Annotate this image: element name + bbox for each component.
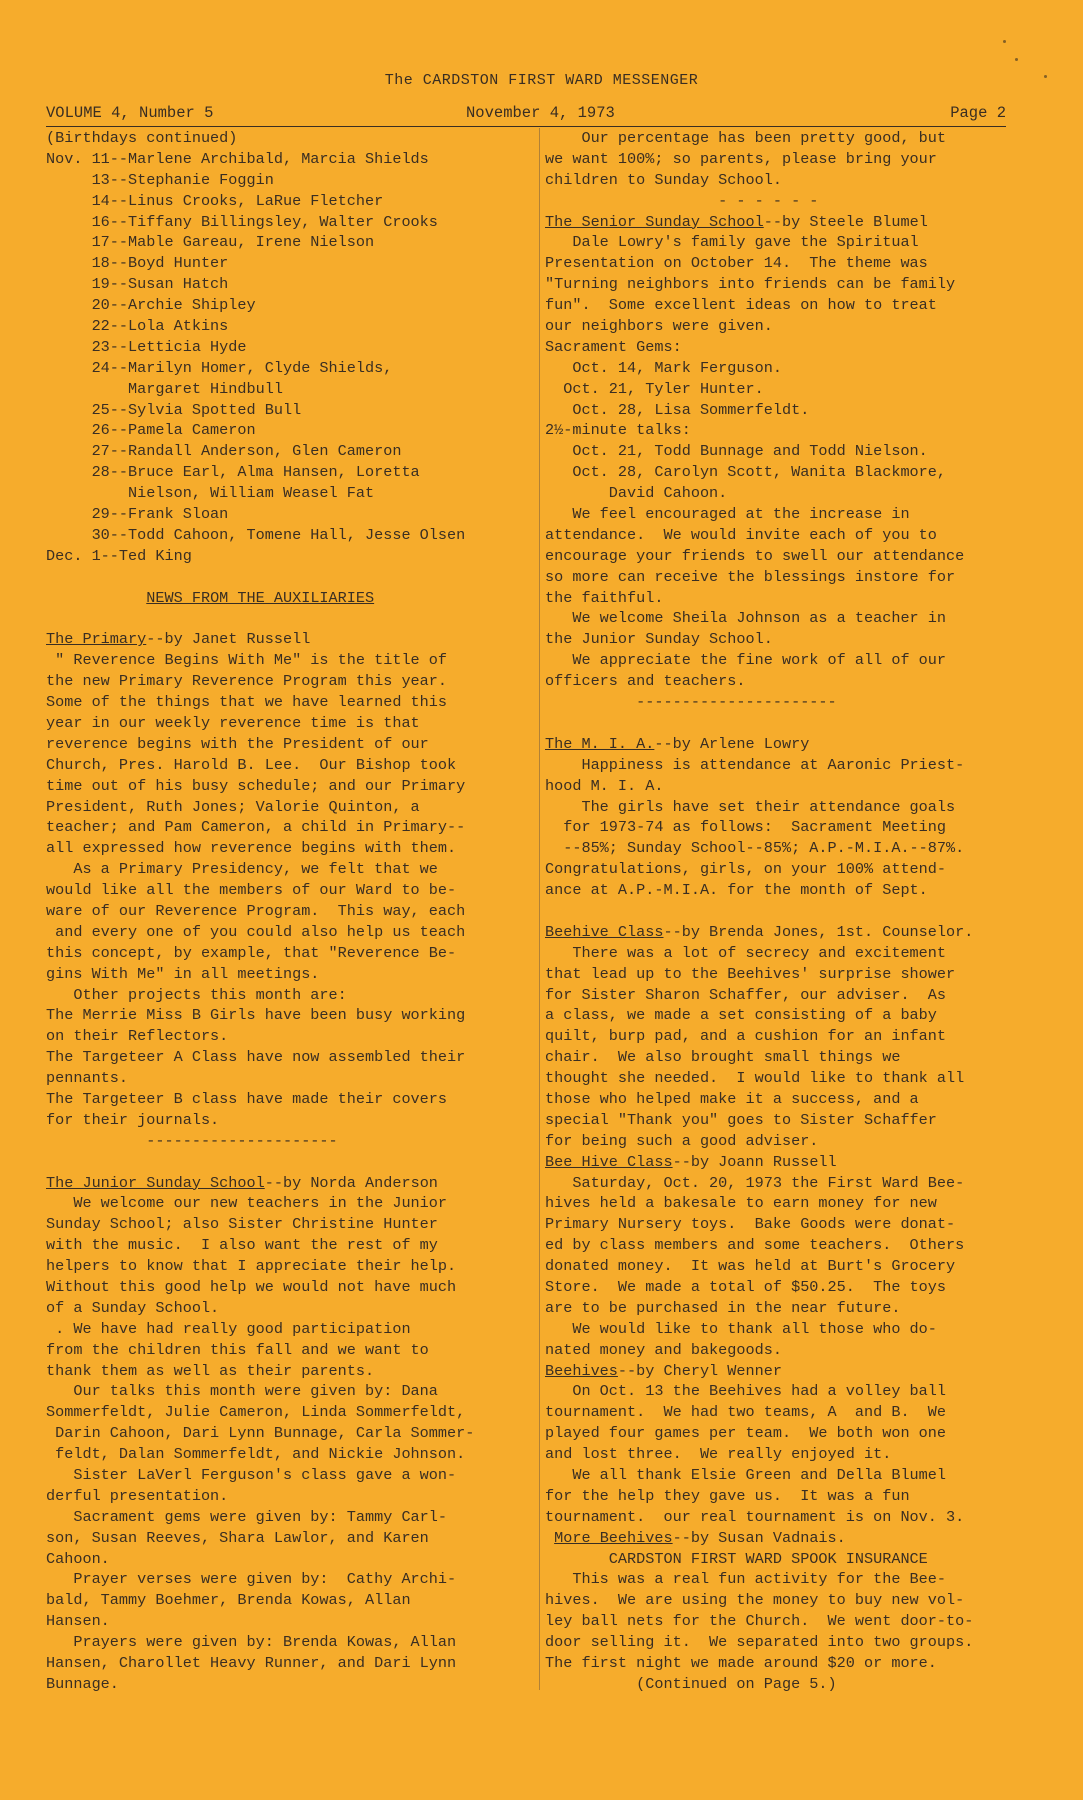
left-column-line: . We have had really good participation [46, 1319, 411, 1338]
left-column-line [46, 608, 536, 629]
right-column-line: Dale Lowry's family gave the Spiritual [545, 233, 919, 252]
right-column-line: for being such a good adviser. [545, 1131, 819, 1150]
right-column-line: --85%; Sunday School--85%; A.P.-M.I.A.--87%. [545, 839, 965, 858]
left-column-line: ware of our Reverence Program. This way, each [46, 901, 466, 920]
right-column-line: Oct. 28, Carolyn Scott, Wanita Blackmore, [545, 463, 947, 482]
left-column-line: from the children this fall and we want to [46, 1340, 429, 1359]
left-column-line: The Targeteer B class have made their covers [46, 1089, 448, 1108]
right-column-line: the faithful. [545, 588, 664, 607]
left-column-line: 14--Linus Crooks, LaRue Fletcher [46, 191, 384, 210]
right-column-line: We all thank Elsie Green and Della Blumel [545, 1466, 947, 1484]
left-column-line: 22--Lola Atkins [46, 317, 229, 336]
right-column-line: thought she needed. I would like to thank all [545, 1069, 965, 1088]
right-column-line [545, 713, 1045, 734]
right-column-line: ---------------------- [545, 693, 837, 712]
right-column-line: donated money. It was held at Burt's Grocery [545, 1257, 956, 1276]
right-column-line: Our percentage has been pretty good, but [545, 129, 947, 147]
left-column-line: 28--Bruce Earl, Alma Hansen, Loretta [46, 463, 420, 482]
left-column-line: Margaret Hindbull [46, 379, 283, 398]
left-column-line: President, Ruth Jones; Valorie Quinton, a [46, 797, 420, 816]
right-column-line: fun". Some excellent ideas on how to treat [545, 296, 937, 315]
right-column-line: ley ball nets for the Church. We went door-to- [545, 1612, 974, 1631]
right-column-line: David Cahoon. [545, 484, 728, 503]
right-column-line: ed by class members and some teachers. Others [545, 1236, 965, 1255]
left-column-line: all expressed how reverence begins with them. [46, 839, 457, 858]
left-column-line: 18--Boyd Hunter [46, 254, 229, 273]
left-column-line: would like all the members of our Ward to be- [46, 881, 457, 900]
column-divider [539, 128, 540, 1690]
left-column-line: Prayer verses were given by: Cathy Archi- [46, 1570, 457, 1589]
section-heading-title: The M. I. A. [545, 734, 655, 753]
right-column-line: our neighbors were given. [545, 317, 773, 336]
right-column-line: those who helped make it a success, and a [545, 1089, 919, 1108]
right-column-line: (Continued on Page 5.) [545, 1674, 837, 1693]
right-column-line: the Junior Sunday School. [545, 630, 773, 649]
left-column-line: Church, Pres. Harold B. Lee. Our Bishop took [46, 755, 457, 774]
left-column-line: Our talks this month were given by: Dana [46, 1382, 438, 1401]
left-column-line: of a Sunday School. [46, 1298, 220, 1317]
right-column-line: encourage your friends to swell our attendance [545, 546, 965, 565]
left-column-line: thank them as well as their parents. [46, 1361, 375, 1380]
right-column-line: hives. We are using the money to buy new vol- [545, 1591, 965, 1610]
right-column-line: a class, we made a set consisting of a baby [545, 1006, 937, 1025]
left-column-line: teacher; and Pam Cameron, a child in Primary-- [46, 818, 466, 837]
left-column-line: 17--Mable Gareau, Irene Nielson [46, 233, 375, 252]
right-column [545, 128, 1045, 1695]
left-column-line: Prayers were given by: Brenda Kowas, Allan [46, 1633, 457, 1652]
page-number: Page 2 [950, 104, 1006, 122]
left-column-line: Sister LaVerl Ferguson's class gave a won- [46, 1466, 457, 1484]
masthead-title: The CARDSTON FIRST WARD MESSENGER [384, 72, 699, 89]
right-column-line: children to Sunday School. [545, 170, 782, 189]
right-column-line: Oct. 21, Todd Bunnage and Todd Nielson. [545, 442, 928, 461]
section-heading: The Junior Sunday School--by Norda Anderson [46, 1173, 438, 1192]
issue-date: November 4, 1973 [466, 104, 615, 122]
left-column-line: 13--Stephanie Foggin [46, 170, 274, 189]
left-column-line: --------------------- [46, 1131, 338, 1150]
section-heading: Bee Hive Class--by Joann Russell [545, 1152, 837, 1171]
right-column-line: "Turning neighbors into friends can be family [545, 275, 956, 294]
right-column-line: for the help they gave us. It was a fun [545, 1486, 910, 1505]
left-column-line: Dec. 1--Ted King [46, 546, 192, 565]
right-column-line: tournament. We had two teams, A and B. We [545, 1403, 947, 1422]
right-column-line: quilt, burp pad, and a cushion for an infant [545, 1027, 947, 1046]
section-heading: More Beehives--by Susan Vadnais. [554, 1528, 846, 1547]
left-column-line: The Targeteer A Class have now assembled their [46, 1048, 466, 1067]
paper-speck [1044, 75, 1047, 78]
section-heading: The M. I. A.--by Arlene Lowry [545, 734, 810, 753]
left-column-line: Bunnage. [46, 1674, 119, 1693]
section-heading: The Senior Sunday School--by Steele Blumel [545, 212, 928, 231]
right-column-line: chair. We also brought small things we [545, 1048, 901, 1067]
right-column-line: tournament. our real tournament is on Nov. 3. [545, 1507, 965, 1526]
right-column-line: On Oct. 13 the Beehives had a volley ball [545, 1382, 947, 1401]
left-column-line: 29--Frank Sloan [46, 505, 229, 524]
section-heading-title: Bee Hive Class [545, 1152, 673, 1171]
left-column-line: Some of the things that we have learned this [46, 693, 448, 712]
right-column-line: We feel encouraged at the increase in [545, 505, 910, 524]
left-column-line: on their Reflectors. [46, 1027, 229, 1046]
right-column-line: so more can receive the blessings instore for [545, 567, 956, 586]
section-heading-title: The Primary [46, 630, 147, 649]
right-column-line: Sacrament Gems: [545, 337, 682, 356]
left-column-line: with the music. I also want the rest of my [46, 1236, 438, 1255]
left-column-line: Nov. 11--Marlene Archibald, Marcia Shields [46, 149, 429, 168]
left-column-line: Hansen, Charollet Heavy Runner, and Dari Lynn [46, 1654, 457, 1673]
left-column-line: pennants. [46, 1069, 129, 1088]
right-column-line: Store. We made a total of $50.25. The toys [545, 1277, 947, 1296]
left-column-line: 27--Randall Anderson, Glen Cameron [46, 442, 402, 461]
left-column-line: 19--Susan Hatch [46, 275, 229, 294]
left-column-line: this concept, by example, that "Reverence Be- [46, 943, 457, 962]
right-column-line: The first night we made around $20 or more. [545, 1654, 937, 1673]
left-column-line: year in our weekly reverence time is that [46, 713, 420, 732]
right-column-line: nated money and bakegoods. [545, 1340, 782, 1359]
right-column-line: and lost three. We really enjoyed it. [545, 1445, 892, 1464]
issue-header-line [46, 104, 1006, 127]
section-heading-title: More Beehives [554, 1528, 673, 1547]
section-heading-title: Beehive Class [545, 922, 664, 941]
right-column-line: Happiness is attendance at Aaronic Priest- [545, 755, 965, 774]
left-column-line: Sacrament gems were given by: Tammy Carl- [46, 1507, 448, 1526]
left-column-line: son, Susan Reeves, Shara Lawlor, and Karen [46, 1528, 429, 1547]
section-heading: The Primary--by Janet Russell [46, 630, 311, 649]
left-column-line: As a Primary Presidency, we felt that we [46, 860, 438, 879]
volume-number: VOLUME 4, Number 5 [46, 104, 214, 122]
left-column-line: Sunday School; also Sister Christine Hunter [46, 1215, 438, 1234]
right-column-line: We would like to thank all those who do- [545, 1319, 937, 1338]
left-column-line: 30--Todd Cahoon, Tomene Hall, Jesse Olsen [46, 525, 466, 544]
left-column-line: We welcome our new teachers in the Junior [46, 1194, 448, 1213]
left-column-line: and every one of you could also help us teach [46, 922, 466, 941]
right-column-line: - - - - - - [545, 191, 819, 210]
left-column-line: for their journals. [46, 1110, 220, 1129]
section-heading-title: Beehives [545, 1361, 618, 1380]
right-column-line: for 1973-74 as follows: Sacrament Meeting [545, 818, 947, 837]
right-column-line: are to be purchased in the near future. [545, 1298, 901, 1317]
left-column-line: The Merrie Miss B Girls have been busy working [46, 1006, 466, 1025]
left-column-line: derful presentation. [46, 1486, 229, 1505]
right-column-line: Presentation on October 14. The theme was [545, 254, 928, 273]
right-column-line: we want 100%; so parents, please bring your [545, 149, 937, 168]
right-column-line: We appreciate the fine work of all of our [545, 651, 947, 670]
section-heading: Beehive Class--by Brenda Jones, 1st. Counselor. [545, 922, 974, 941]
right-column-line: Oct. 21, Tyler Hunter. [545, 379, 764, 398]
paper-speck [1003, 40, 1006, 43]
right-column-line: played four games per team. We both won one [545, 1424, 947, 1443]
section-heading-title: The Junior Sunday School [46, 1173, 265, 1192]
left-column-line: " Reverence Begins With Me" is the title of [46, 651, 448, 670]
right-column-line: hood M. I. A. [545, 776, 664, 795]
left-column-line: 23--Letticia Hyde [46, 337, 247, 356]
left-column-line: Sommerfeldt, Julie Cameron, Linda Sommerfeldt, [46, 1403, 466, 1422]
section-heading-title: The Senior Sunday School [545, 212, 764, 231]
paper-speck [1015, 58, 1018, 61]
left-column-line: Nielson, William Weasel Fat [46, 484, 375, 503]
left-column-line: bald, Tammy Boehmer, Brenda Kowas, Allan [46, 1591, 411, 1610]
section-heading [46, 588, 536, 609]
right-column-line: CARDSTON FIRST WARD SPOOK INSURANCE [545, 1549, 928, 1568]
right-column-line: special "Thank you" goes to Sister Schaffer [545, 1110, 937, 1129]
left-column-line [46, 1152, 536, 1173]
left-column-line: Darin Cahoon, Dari Lynn Bunnage, Carla Sommer- [46, 1424, 475, 1443]
section-heading-title: NEWS FROM THE AUXILIARIES [146, 588, 375, 607]
right-column-line: hives held a bakesale to earn money for new [545, 1194, 937, 1213]
right-column-line: We welcome Sheila Johnson as a teacher in [545, 609, 947, 628]
right-column-line: 2½-minute talks: [545, 421, 691, 440]
right-column-line: Oct. 28, Lisa Sommerfeldt. [545, 400, 810, 419]
left-column-line: helpers to know that I appreciate their help. [46, 1257, 457, 1276]
left-column-line: Hansen. [46, 1612, 110, 1631]
right-column-line: Congratulations, girls, on your 100% attend- [545, 860, 947, 879]
right-column-line [545, 901, 1045, 922]
left-column [46, 128, 536, 1695]
left-column-line: gins With Me" in all meetings. [46, 964, 320, 983]
right-column-line: Oct. 14, Mark Ferguson. [545, 358, 782, 377]
left-column-line: 26--Pamela Cameron [46, 421, 256, 440]
right-column-line: for Sister Sharon Schaffer, our adviser. As [545, 985, 947, 1004]
left-column-line: 24--Marilyn Homer, Clyde Shields, [46, 358, 393, 377]
section-heading: Beehives--by Cheryl Wenner [545, 1361, 782, 1380]
right-column-line: ance at A.P.-M.I.A. for the month of Sept. [545, 881, 928, 900]
left-column-line: (Birthdays continued) [46, 129, 238, 147]
right-column-line: The girls have set their attendance goals [545, 797, 956, 816]
right-column-line: attendance. We would invite each of you to [545, 525, 937, 544]
right-column-line: door selling it. We separated into two groups. [545, 1633, 974, 1652]
right-column-line: officers and teachers. [545, 672, 746, 691]
left-column-line: 20--Archie Shipley [46, 296, 256, 315]
right-column-line: There was a lot of secrecy and excitement [545, 943, 947, 962]
left-column-line: Other projects this month are: [46, 985, 347, 1004]
left-column-line: the new Primary Reverence Program this year. [46, 672, 448, 691]
left-column-line: Without this good help we would not have much [46, 1277, 457, 1296]
right-column-line: Primary Nursery toys. Bake Goods were donat- [545, 1215, 956, 1234]
left-column-line: time out of his busy schedule; and our Primary [46, 776, 466, 795]
left-column-line: reverence begins with the President of our [46, 734, 429, 753]
left-column-line [46, 567, 536, 588]
left-column-line: 25--Sylvia Spotted Bull [46, 400, 302, 419]
right-column-line: Saturday, Oct. 20, 1973 the First Ward Bee- [545, 1173, 965, 1192]
left-column-line: 16--Tiffany Billingsley, Walter Crooks [46, 212, 438, 231]
left-column-line: feldt, Dalan Sommerfeldt, and Nickie Johnson. [46, 1445, 466, 1464]
right-column-line: This was a real fun activity for the Bee- [545, 1570, 947, 1589]
left-column-line: Cahoon. [46, 1549, 110, 1568]
right-column-line: that lead up to the Beehives' surprise shower [545, 964, 956, 983]
